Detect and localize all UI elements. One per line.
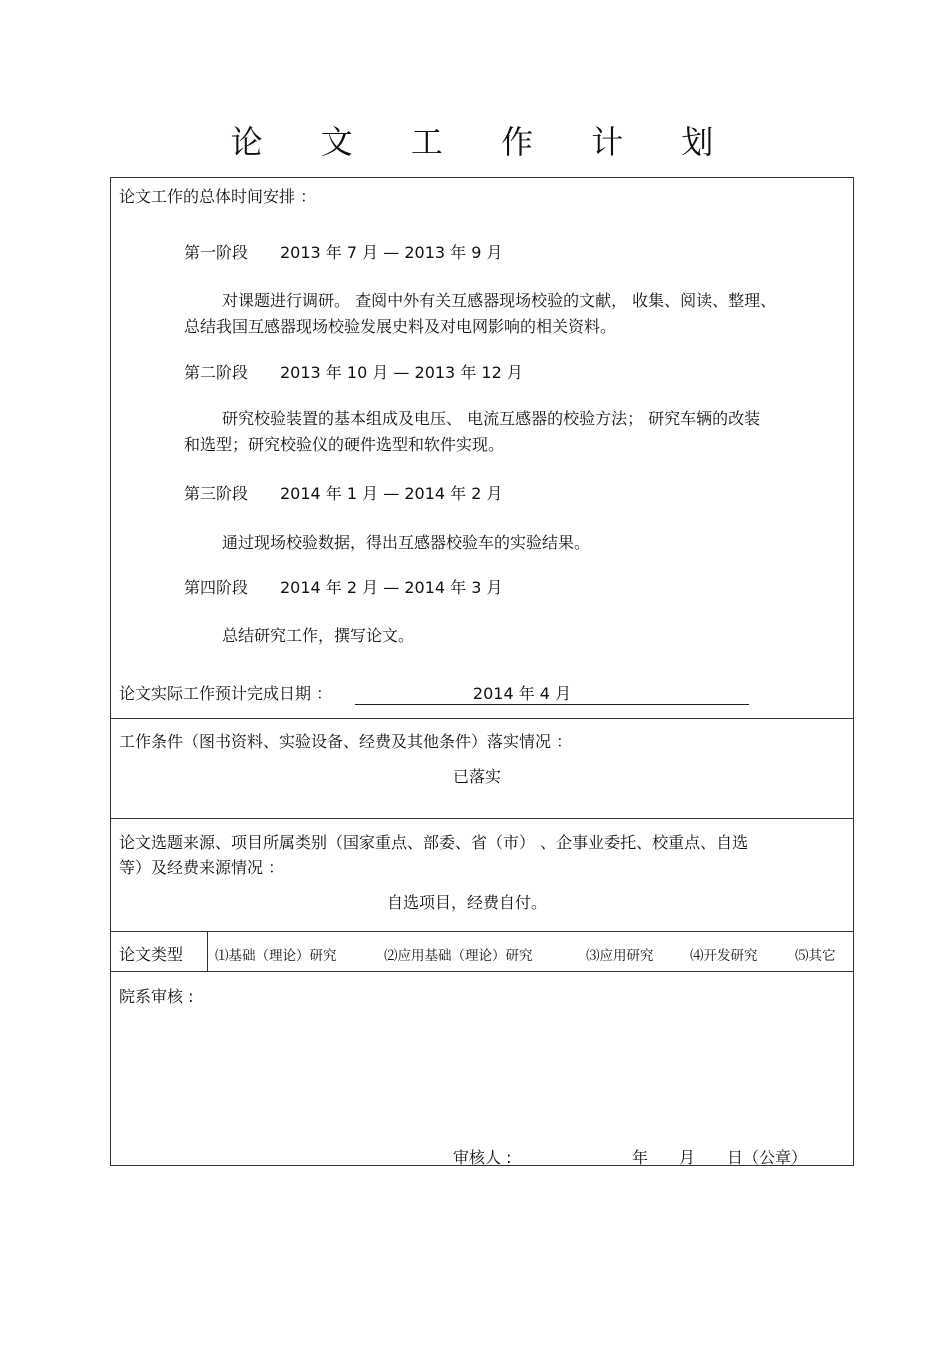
paper-type-option-applied: ⑶应用研究 <box>586 948 654 964</box>
paper-type-label: 论文类型 <box>119 945 184 964</box>
stage-1-period: 2013 年 7 月 — 2013 年 9 月 <box>280 243 503 262</box>
stage-3-name: 第三阶段 <box>184 484 249 503</box>
stage-4-period: 2014 年 2 月 — 2014 年 3 月 <box>280 578 503 597</box>
review-day-seal-label: 日（公章） <box>727 1148 808 1167</box>
review-year-label: 年 <box>632 1148 649 1167</box>
stage-1-name: 第一阶段 <box>184 243 249 262</box>
paper-type-option-other: ⑸其它 <box>795 948 836 964</box>
divider-conditions <box>110 818 854 819</box>
schedule-heading: 论文工作的总体时间安排 ： <box>119 187 317 206</box>
stage-1-desc-line-2: 总结我国互感器现场校验发展史料及对电网影响的相关资料。 <box>184 317 617 336</box>
stage-2-period: 2013 年 10 月 — 2013 年 12 月 <box>280 363 523 382</box>
divider-type <box>110 971 854 972</box>
conditions-value: 已落实 <box>453 767 502 786</box>
page-title: 论 文 工 作 计 划 <box>230 123 738 161</box>
review-month-label: 月 <box>679 1148 696 1167</box>
divider-schedule <box>110 718 854 719</box>
stage-1-desc-line-1: 对课题进行调研。 查阅中外有关互感器现场校验的文献， 收集、阅读、整理、 <box>222 291 777 310</box>
stage-2-name: 第二阶段 <box>184 363 249 382</box>
source-value: 自选项目，经费自付。 <box>387 893 548 912</box>
conditions-label: 工作条件（图书资料、实验设备、经费及其他条件）落实情况 ： <box>119 732 573 751</box>
review-label: 院系审核 : <box>119 987 194 1006</box>
paper-type-option-basic: ⑴基础（理论）研究 <box>215 948 337 964</box>
stage-2-desc-line-1: 研究校验装置的基本组成及电压、 电流互感器的校验方法； 研究车辆的改装 <box>222 409 761 428</box>
source-label-line-2: 等）及经费来源情况 ： <box>119 858 285 877</box>
paper-type-option-applied-basic: ⑵应用基础（理论）研究 <box>384 948 533 964</box>
source-label-line-1: 论文选题来源、项目所属类别（国家重点、部委、省（市） 、企事业委托、校重点、自选 <box>119 833 749 852</box>
stage-3-period: 2014 年 1 月 — 2014 年 2 月 <box>280 484 503 503</box>
completion-date-field <box>355 683 749 705</box>
stage-4-desc-line-1: 总结研究工作，撰写论文。 <box>222 626 415 645</box>
completion-date-value: 2014 年 4 月 <box>472 684 572 703</box>
stage-4-name: 第四阶段 <box>184 578 249 597</box>
reviewer-label: 审核人 : <box>453 1148 512 1167</box>
paper-type-option-development: ⑷开发研究 <box>690 948 758 964</box>
stage-3-desc-line-1: 通过现场校验数据，得出互感器校验车的实验结果。 <box>222 533 591 552</box>
divider-type-vertical <box>207 931 208 971</box>
completion-label: 论文实际工作预计完成日期 ： <box>119 684 333 703</box>
stage-2-desc-line-2: 和选型；研究校验仪的硬件选型和软件实现。 <box>184 435 505 454</box>
divider-source <box>110 931 854 932</box>
